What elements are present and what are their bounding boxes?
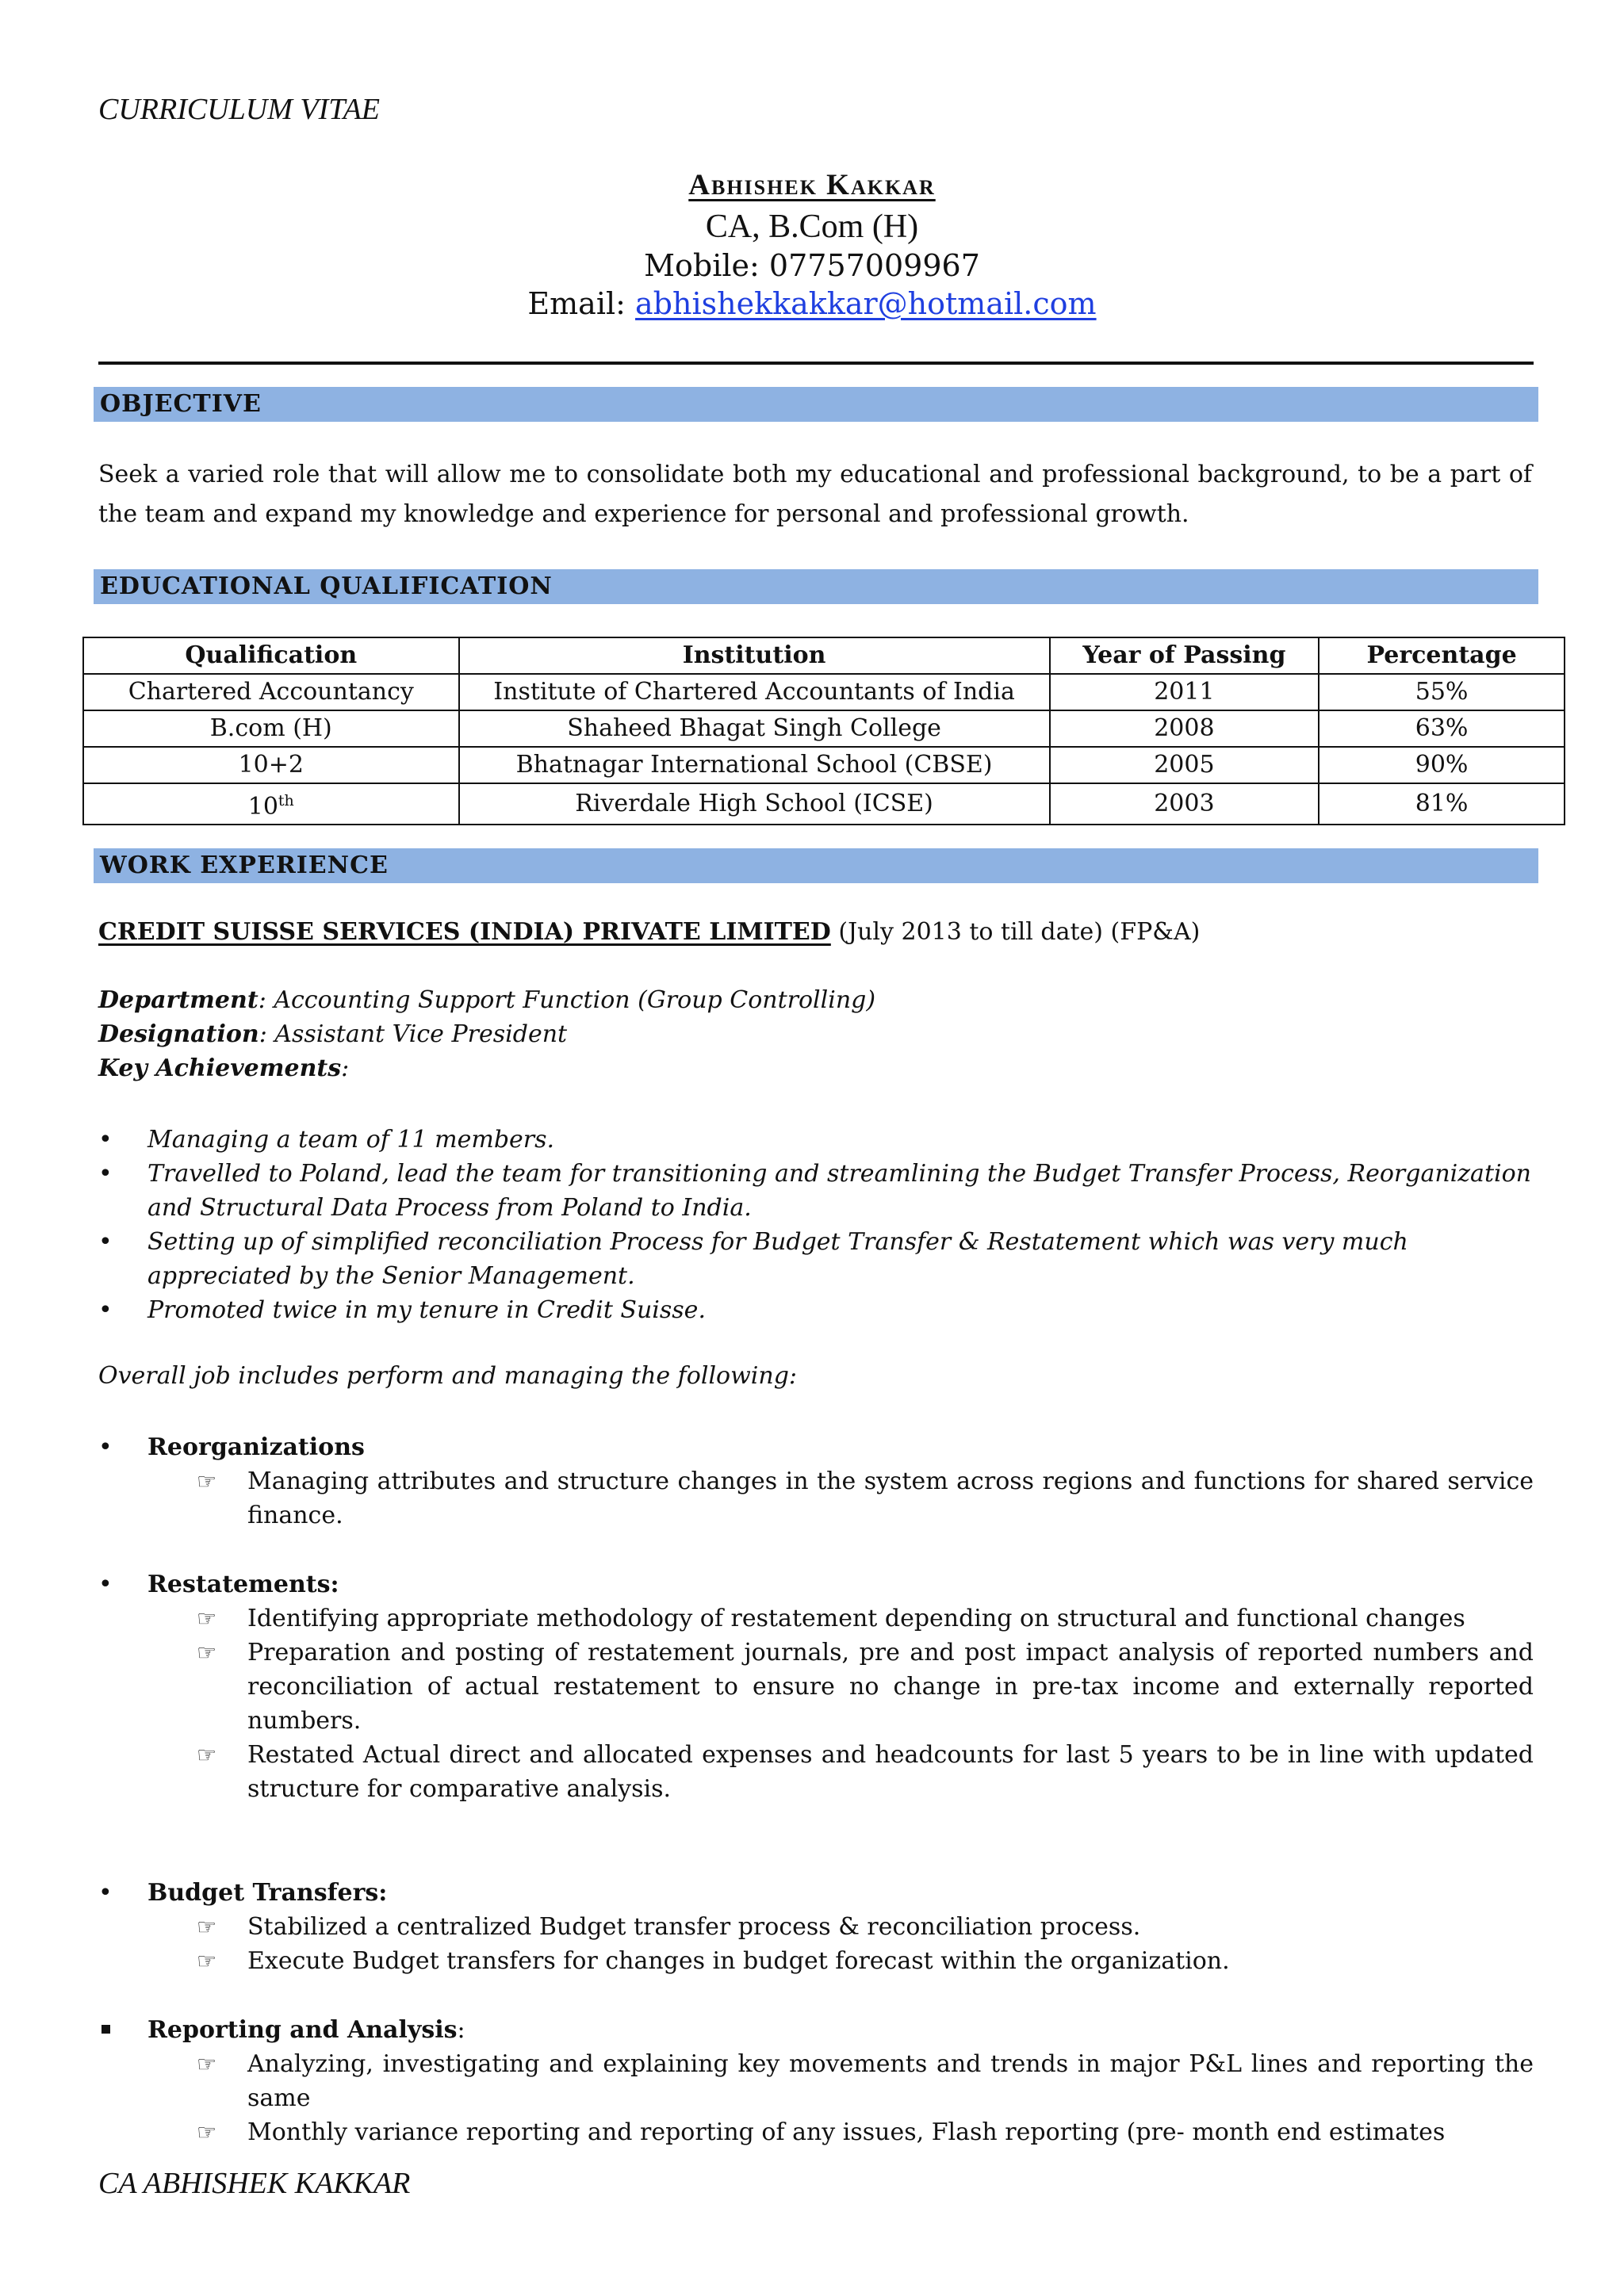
department-label: Department bbox=[98, 986, 259, 1014]
table-cell: 10+2 bbox=[83, 747, 459, 783]
pointing-hand-icon: ☞ bbox=[197, 1468, 217, 1494]
table-row bbox=[83, 710, 1565, 747]
topic-reorganizations bbox=[98, 1430, 1534, 1533]
topic-title: Restatements: bbox=[147, 1571, 339, 1598]
table-cell: Bhatnagar International School (CBSE) bbox=[459, 747, 1050, 783]
list-item bbox=[98, 1636, 1534, 1738]
column-header: Institution bbox=[459, 637, 1050, 674]
item-text: Execute Budget transfers for changes in budget forecast within the organization. bbox=[247, 1947, 1230, 1975]
table-cell: 55% bbox=[1319, 674, 1565, 710]
pointing-hand-icon: ☞ bbox=[197, 1948, 217, 1974]
table-cell bbox=[83, 783, 459, 825]
square-bullet-icon bbox=[102, 2025, 110, 2034]
item-text: Managing attributes and structure changes in the system across regions and functions for shared service finance. bbox=[247, 1468, 1534, 1529]
table-cell: 90% bbox=[1319, 747, 1565, 783]
bullet-icon: • bbox=[98, 1879, 113, 1907]
table-cell: Shaheed Bhagat Singh College bbox=[459, 710, 1050, 747]
table-cell: B.com (H) bbox=[83, 710, 459, 747]
pointing-hand-icon: ☞ bbox=[197, 1640, 217, 1666]
work-heading: WORK EXPERIENCE bbox=[94, 848, 1538, 883]
topic-reporting-analysis bbox=[98, 2013, 1534, 2149]
email-link[interactable]: abhishekkakkar@hotmail.com bbox=[635, 286, 1097, 321]
bullet-icon: • bbox=[98, 1433, 113, 1461]
item-text: Stabilized a centralized Budget transfer process & reconciliation process. bbox=[247, 1913, 1141, 1941]
table-cell: 2008 bbox=[1050, 710, 1320, 747]
list-item bbox=[98, 1910, 1534, 1944]
table-cell: Chartered Accountancy bbox=[83, 674, 459, 710]
list-item bbox=[98, 1293, 1534, 1327]
achievements-colon: : bbox=[341, 1054, 350, 1082]
column-header: Qualification bbox=[83, 637, 459, 674]
achievement-text: Setting up of simplified reconciliation Process for Budget Transfer & Restatement which was very much appreciated by the Senior Management. bbox=[147, 1228, 1408, 1290]
bullet-icon: • bbox=[98, 1160, 113, 1188]
mobile-number: 07757009967 bbox=[768, 248, 980, 283]
pointing-hand-icon: ☞ bbox=[197, 2051, 217, 2077]
item-text: Preparation and posting of restatement journals, pre and post impact analysis of reported numbers and reconciliation of actual restatement to ensure no change in pre-tax income and externally reported numbers. bbox=[247, 1639, 1534, 1735]
list-item bbox=[98, 1738, 1534, 1806]
company-name: CREDIT SUISSE SERVICES (INDIA) PRIVATE LIMITED bbox=[98, 918, 831, 946]
document-title: CURRICULUM VITAE bbox=[98, 93, 380, 126]
topic-heading bbox=[98, 1430, 1534, 1464]
header-divider bbox=[98, 362, 1534, 365]
achievements-label: Key Achievements bbox=[98, 1054, 342, 1082]
column-header: Year of Passing bbox=[1050, 637, 1320, 674]
objective-heading: OBJECTIVE bbox=[94, 387, 1538, 422]
ordinal-suffix: th bbox=[278, 792, 294, 809]
bullet-icon: • bbox=[98, 1296, 113, 1324]
department-value: : Accounting Support Function (Group Controlling) bbox=[258, 986, 876, 1014]
pointing-hand-icon: ☞ bbox=[197, 1605, 217, 1632]
topic-heading bbox=[98, 2013, 1534, 2047]
achievement-text: Promoted twice in my tenure in Credit Suisse. bbox=[147, 1296, 706, 1324]
topic-title: Reorganizations bbox=[147, 1433, 365, 1461]
list-item bbox=[98, 2047, 1534, 2115]
table-row bbox=[83, 783, 1565, 825]
table-header-row bbox=[83, 637, 1565, 674]
email-label: Email: bbox=[527, 286, 636, 321]
mobile-line bbox=[0, 247, 1624, 285]
topic-heading bbox=[98, 1876, 1534, 1910]
list-item bbox=[98, 1123, 1534, 1157]
pointing-hand-icon: ☞ bbox=[197, 1742, 217, 1768]
candidate-name: Abhishek Kakkar bbox=[688, 169, 936, 201]
email-line bbox=[0, 285, 1624, 323]
designation-value: : Assistant Vice President bbox=[259, 1020, 568, 1048]
topic-title: Reporting and Analysis bbox=[147, 2016, 458, 2044]
list-item bbox=[98, 2115, 1534, 2149]
bullet-icon: • bbox=[98, 1126, 113, 1154]
designation-label: Designation bbox=[98, 1020, 259, 1048]
page-footer: CA ABHISHEK KAKKAR bbox=[98, 2167, 411, 2200]
list-item bbox=[98, 1601, 1534, 1636]
item-text: Analyzing, investigating and explaining key movements and trends in major P&L lines and reporting the same bbox=[247, 2050, 1534, 2112]
table-cell: Riverdale High School (ICSE) bbox=[459, 783, 1050, 825]
header-block bbox=[0, 168, 1624, 323]
table-cell: Institute of Chartered Accountants of India bbox=[459, 674, 1050, 710]
topic-restatements bbox=[98, 1567, 1534, 1806]
list-item bbox=[98, 1464, 1534, 1533]
item-text: Identifying appropriate methodology of restatement depending on structural and functional changes bbox=[247, 1605, 1465, 1632]
list-item bbox=[98, 1225, 1534, 1293]
education-heading: EDUCATIONAL QUALIFICATION bbox=[94, 569, 1538, 604]
table-cell: 2003 bbox=[1050, 783, 1320, 825]
table-cell: 2005 bbox=[1050, 747, 1320, 783]
item-text: Monthly variance reporting and reporting of any issues, Flash reporting (pre- month end estimates bbox=[247, 2118, 1446, 2146]
qualification-value: 10 bbox=[247, 793, 278, 821]
column-header: Percentage bbox=[1319, 637, 1565, 674]
topic-heading bbox=[98, 1567, 1534, 1601]
designation-line bbox=[98, 1020, 567, 1048]
company-line bbox=[98, 918, 1200, 946]
achievements-list bbox=[98, 1123, 1534, 1327]
objective-text: Seek a varied role that will allow me to consolidate both my educational and professional background, to be a part of the team and expand my knowledge and experience for personal and professional growth. bbox=[98, 461, 1532, 528]
pointing-hand-icon: ☞ bbox=[197, 1914, 217, 1940]
topic-title: Budget Transfers: bbox=[147, 1879, 388, 1907]
bullet-icon: • bbox=[98, 1228, 113, 1256]
list-item bbox=[98, 1157, 1534, 1225]
achievement-text: Managing a team of 11 members. bbox=[147, 1126, 555, 1154]
overall-intro: Overall job includes perform and managing the following: bbox=[98, 1362, 798, 1390]
item-text: Restated Actual direct and allocated expenses and headcounts for last 5 years to be in line with updated structure for comparative analysis. bbox=[247, 1741, 1534, 1803]
education-table bbox=[82, 637, 1565, 825]
table-row bbox=[83, 674, 1565, 710]
bullet-icon: • bbox=[98, 1571, 113, 1598]
pointing-hand-icon: ☞ bbox=[197, 2119, 217, 2145]
table-cell: 2011 bbox=[1050, 674, 1320, 710]
achievements-label-line bbox=[98, 1054, 349, 1082]
table-cell: 63% bbox=[1319, 710, 1565, 747]
topic-budget-transfers bbox=[98, 1876, 1534, 1978]
table-cell: 81% bbox=[1319, 783, 1565, 825]
table-row bbox=[83, 747, 1565, 783]
list-item bbox=[98, 1944, 1534, 1978]
company-period: (July 2013 to till date) (FP&A) bbox=[830, 918, 1201, 946]
topic-title-suffix: : bbox=[457, 2016, 465, 2044]
achievement-text: Travelled to Poland, lead the team for transitioning and streamlining the Budget Transfer Process, Reorganization and Structural Data Process from Poland to India. bbox=[147, 1160, 1531, 1222]
department-line bbox=[98, 986, 875, 1014]
mobile-label: Mobile: bbox=[644, 248, 769, 283]
candidate-degrees: CA, B.Com (H) bbox=[705, 209, 919, 245]
